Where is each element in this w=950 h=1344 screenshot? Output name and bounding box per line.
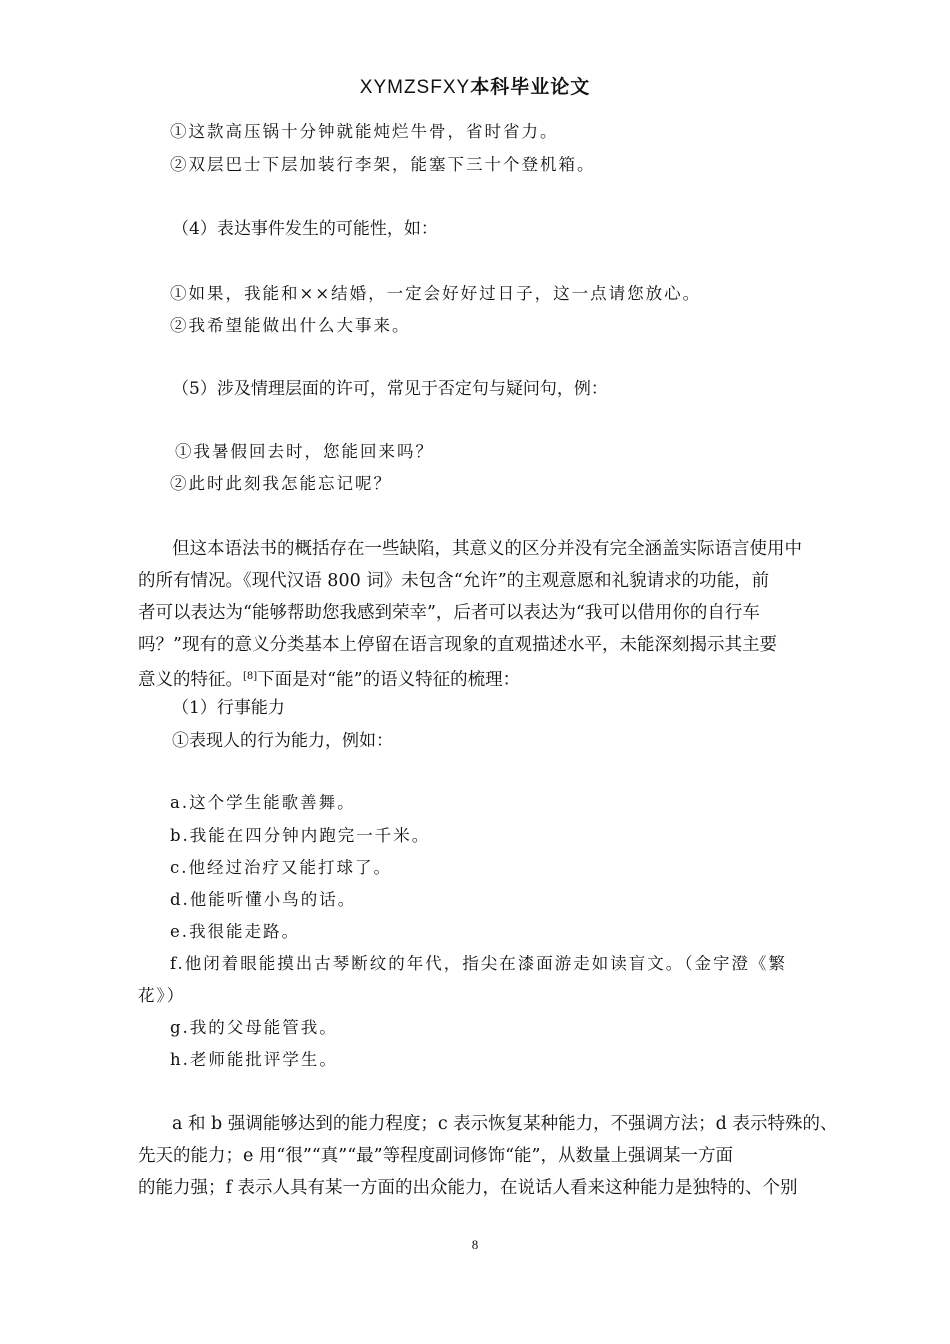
paragraph-line: a 和 b 强调能够达到的能力程度；c 表示恢复某种能力，不强调方法；d 表示特殊的、 xyxy=(172,1114,838,1134)
subheading: ①表现人的行为能力，例如： xyxy=(172,731,393,751)
paragraph-line xyxy=(138,667,520,690)
subheading: （1）行事能力 xyxy=(172,698,285,718)
example-line: a.这个学生能歌善舞。 xyxy=(170,793,356,812)
paragraph-line: 但这本语法书的概括存在一些缺陷，其意义的区分并没有完全涵盖实际语言使用中 xyxy=(172,539,802,559)
page-number: 8 xyxy=(471,1237,479,1252)
page-header xyxy=(0,72,950,99)
example-line: b.我能在四分钟内跑完一千米。 xyxy=(170,826,431,845)
example-line: g.我的父母能管我。 xyxy=(170,1018,338,1037)
example-line: 花》） xyxy=(138,986,186,1005)
paragraph-line: 吗？”现有的意义分类基本上停留在语言现象的直观描述水平，未能深刻揭示其主要 xyxy=(138,635,777,655)
example-line: h.老师能批评学生。 xyxy=(170,1050,338,1069)
paragraph-line: 者可以表达为“能够帮助您我感到荣幸”，后者可以表达为“我可以借用你的自行车 xyxy=(138,603,760,623)
example-line: ②此时此刻我怎能忘记呢？ xyxy=(170,474,392,493)
paragraph-line: 的能力强；f 表示人具有某一方面的出众能力，在说话人看来这种能力是独特的、个别 xyxy=(138,1178,798,1198)
section-heading: （5）涉及情理层面的许可，常见于否定句与疑问句，例： xyxy=(172,379,608,399)
example-line: ②我希望能做出什么大事来。 xyxy=(170,316,411,335)
paragraph-line: 先天的能力；e 用“很”“真”“最”等程度副词修饰“能”，从数量上强调某一方面 xyxy=(138,1146,733,1166)
paragraph-line: 的所有情况。《现代汉语 800 词》未包含“允许”的主观意愿和礼貌请求的功能，前 xyxy=(138,571,770,591)
example-line: ①这款高压锅十分钟就能炖烂牛骨，省时省力。 xyxy=(170,122,559,141)
example-line: e.我很能走路。 xyxy=(170,922,301,941)
example-line: d.他能听懂小鸟的话。 xyxy=(170,890,357,909)
example-line: c.他经过治疗又能打球了。 xyxy=(170,858,392,877)
example-line: ②双层巴士下层加装行李架，能塞下三十个登机箱。 xyxy=(170,155,596,174)
header-code: XYMZSFXY xyxy=(359,77,471,98)
header-title: 本科毕业论文 xyxy=(470,76,591,98)
example-line: f.他闭着眼能摸出古琴断纹的年代，指尖在漆面游走如读盲文。（金宇澄《繁 xyxy=(170,954,788,973)
example-line: ①如果，我能和××结婚，一定会好好过日子，这一点请您放心。 xyxy=(170,284,702,303)
example-line: ①我暑假回去时，您能回来吗？ xyxy=(175,442,434,461)
citation-ref: [8] xyxy=(243,671,258,682)
paragraph-text: 意义的特征。 xyxy=(138,670,243,690)
section-heading: （4）表达事件发生的可能性，如： xyxy=(172,219,438,239)
paragraph-text: 下面是对“能”的语义特征的梳理： xyxy=(257,670,521,690)
